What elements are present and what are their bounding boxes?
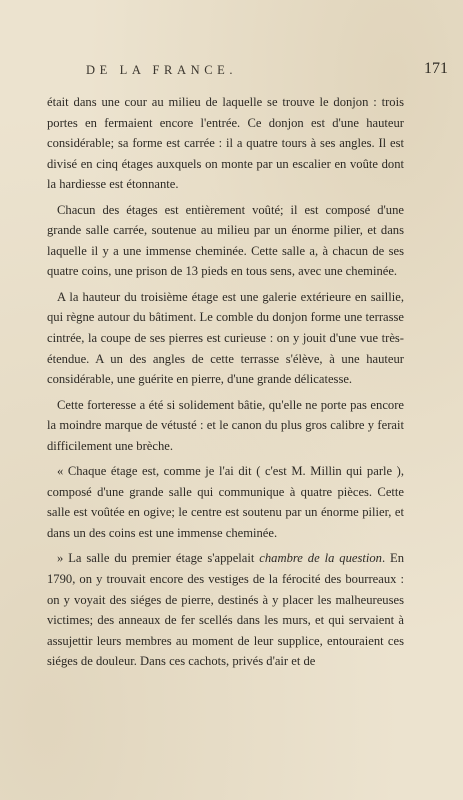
paragraph-6: [47, 548, 404, 671]
paragraph-1: était dans une cour au milieu de laquelle se trouve le donjon : trois portes en fermaient encore l'entrée. Ce donjon est d'une hauteur considérable; sa forme est carrée : il a quatre tours à ses angles. Il est divisé en cinq étages auxquels on monte par un escalier en voûte dont la hardiesse est étonnante.: [47, 95, 404, 192]
paragraph-4: Cette forteresse a été si solidement bâtie, qu'elle ne porte pas encore la moindre marque de vétusté : et le canon du plus gros calibre y ferait difficilement une brèche.: [47, 397, 404, 453]
paragraph-6-start: » La salle du premier étage s'appelait: [57, 551, 260, 566]
body-text: [47, 92, 404, 677]
paragraph-5: « Chaque étage est, comme je l'ai dit ( c'est M. Millin qui parle ), composé d'une grande salle qui communique à quatre pièces. Cette salle est voûtée en ogive; le centre est soutenu par un énorme pilier, et dans un des coins est une immense cheminée.: [47, 464, 404, 540]
page-header: [86, 60, 448, 81]
page-number: 171: [424, 60, 448, 77]
paragraph-6-end: . En 1790, on y trouvait encore des vestiges de la férocité des bourreaux : on y voyait des siéges de pierre, destinés à y placer les malheureuses victimes; des anneaux de fer scellés dans les murs, et qui servaient à assujettir leurs membres au moment de leur supplice, entouraient ces siéges de douleur. Dans ces cachots, privés d'air et de: [47, 551, 404, 669]
running-head: DE LA FRANCE.: [86, 63, 238, 77]
paragraph-3: A la hauteur du troisième étage est une galerie extérieure en saillie, qui règne autour du bâtiment. Le comble du donjon forme une terrasse cintrée, la coupe de ses pierres est curieuse : on y jouit d'une vue très-étendue. A un des angles de cette terrasse s'élève, à une hauteur considérable, une guérite en pierre, d'une grande délicatesse.: [47, 289, 404, 387]
italic-term: chambre de la question: [259, 551, 382, 566]
paragraph-2: Chacun des étages est entièrement voûté; il est composé d'une grande salle carrée, soutenue au milieu par un énorme pilier, et dans laquelle il y a une immense cheminée. Cette salle a, à chacun de ses quatre coins, une prison de 13 pieds en tous sens, avec une cheminée.: [47, 202, 404, 279]
